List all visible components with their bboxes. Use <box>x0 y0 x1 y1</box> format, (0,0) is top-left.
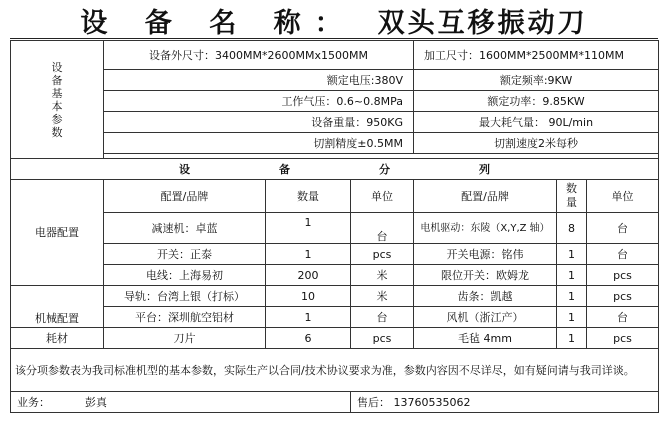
after-sales-phone: 13760535062 <box>393 395 471 409</box>
col-unit-2: 单位 <box>587 180 659 213</box>
mechanical-config-label: 机械配置 <box>11 286 104 328</box>
after-sales-contact <box>351 392 659 413</box>
basic-params-label: 设 备 基 本 参 数 <box>11 41 104 159</box>
table-row: 开关：正泰 1 pcs 开关电源：铭伟 1 台 <box>11 244 659 265</box>
machine-size: 设备外尺寸：3400MM*2600MMx1500MM <box>104 41 414 70</box>
machine-weight: 设备重量：950KG <box>104 112 414 133</box>
footer-row <box>11 392 659 413</box>
table-row: 电线：上海易初 200 米 限位开关：欧姆龙 1 pcs <box>11 265 659 286</box>
table-row: 耗材 刀片 6 pcs 毛毡 4mm 1 pcs <box>11 328 659 349</box>
rated-power: 额定功率：9.85KW <box>414 91 659 112</box>
sales-name: 彭真 <box>85 395 107 409</box>
column-header-row <box>11 180 659 213</box>
air-consumption: 最大耗气量： 90L/min <box>414 112 659 133</box>
sales-label: 业务： <box>17 395 50 409</box>
cut-precision: 切割精度±0.5MM <box>104 133 414 154</box>
table-row: 机械配置 导轨：台湾上银（打标） 10 米 齿条：凯越 1 pcs <box>11 286 659 307</box>
table-row: 平台：深圳航空铝材 1 台 风机（浙江产） 1 台 <box>11 307 659 328</box>
work-size: 加工尺寸：1600MM*2500MM*110MM <box>414 41 659 70</box>
rated-frequency: 额定频率:9KW <box>414 70 659 91</box>
col-unit: 单位 <box>351 180 414 213</box>
air-pressure: 工作气压：0.6~0.8MPa <box>104 91 414 112</box>
col-brand-2: 配置/品牌 <box>414 180 557 213</box>
after-sales-label: 售后： <box>357 395 390 409</box>
disclaimer-note: 该分项参数表为我司标准机型的基本参数，实际生产以合同/技术协议要求为准，参数内容因不尽详尽，如有疑问请与我司详谈。 <box>11 349 659 392</box>
col-qty-2: 数 量 <box>557 180 587 213</box>
sales-contact <box>11 392 351 413</box>
table-row: 减速机：卓蓝 1 台 电机驱动：东陵（X,Y,Z 轴） 8 台 <box>11 213 659 244</box>
equipment-list-header: 设 备 分 列 <box>11 159 659 180</box>
equipment-name: 双头互移振动刀 <box>377 7 588 39</box>
rated-voltage: 额定电压:380V <box>104 70 414 91</box>
electrical-config-label: 电器配置 <box>11 180 104 286</box>
consumables-label: 耗材 <box>11 328 104 349</box>
title-label: 设 备 名 称： <box>80 7 356 39</box>
document-title <box>10 2 658 39</box>
basic-row <box>11 41 659 70</box>
col-brand: 配置/品牌 <box>104 180 266 213</box>
spec-table <box>10 40 659 413</box>
col-qty: 数量 <box>266 180 351 213</box>
cut-speed: 切割速度2米每秒 <box>414 133 659 154</box>
